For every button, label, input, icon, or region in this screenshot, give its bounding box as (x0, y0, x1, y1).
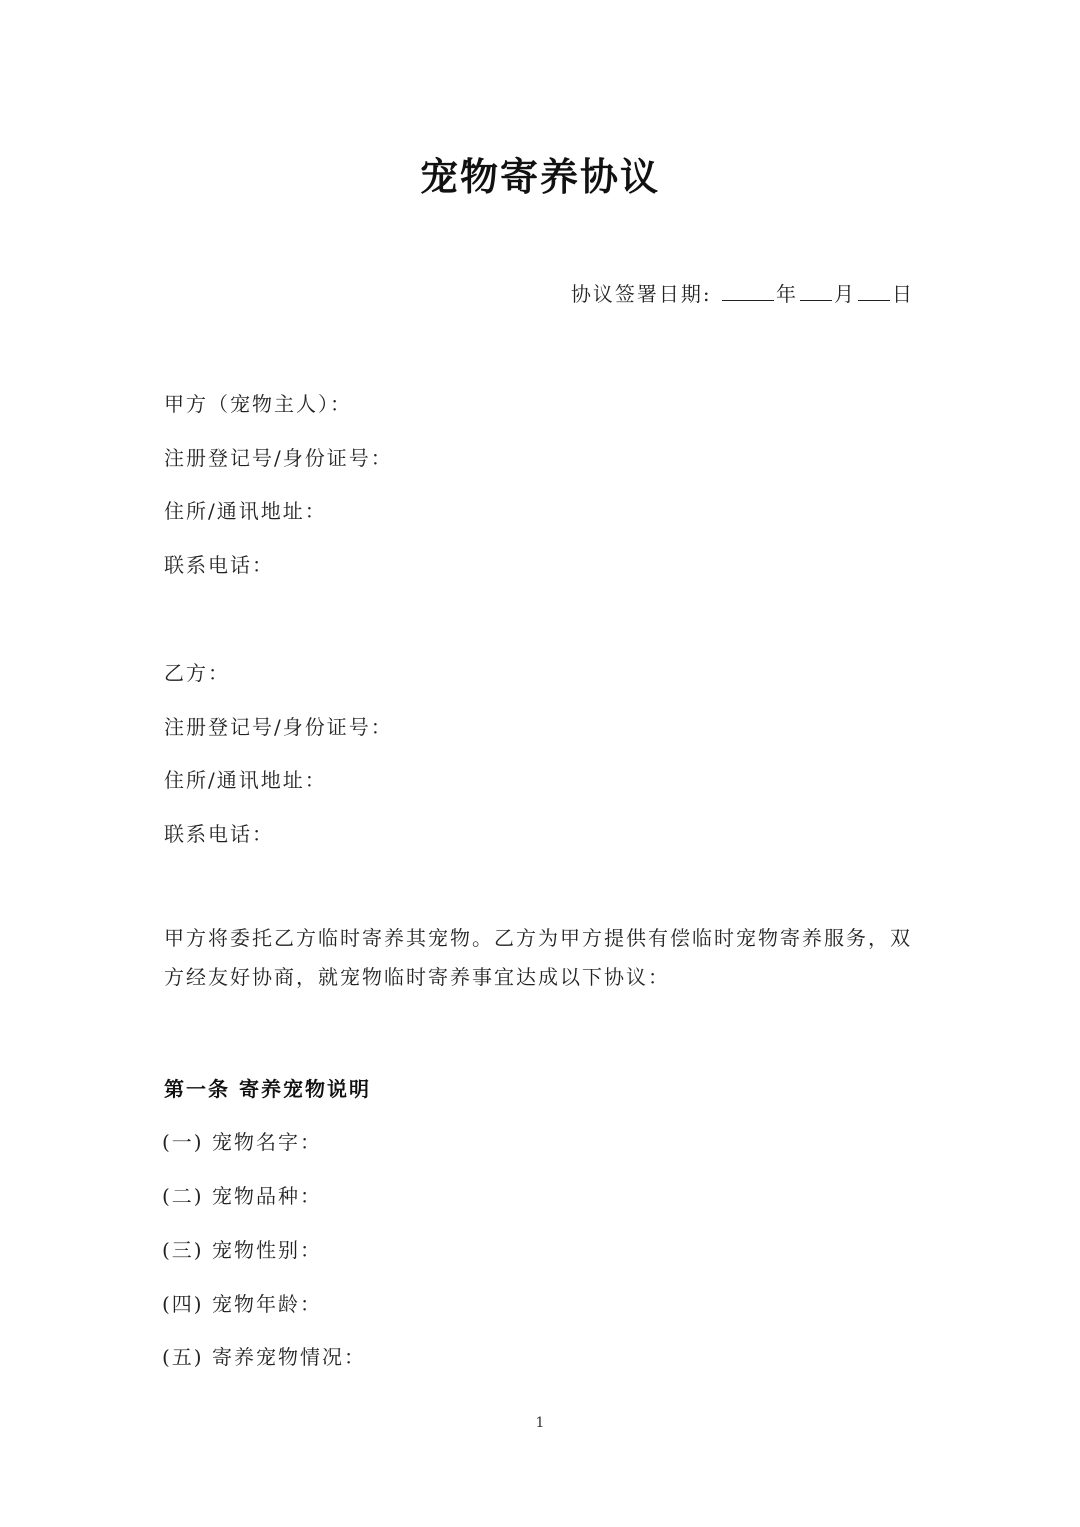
party-a-phone-label: 联系电话： (164, 553, 274, 577)
party-a-id-label: 注册登记号/身份证号： (164, 446, 393, 470)
document-title: 宠物寄养协议 (419, 155, 660, 199)
year-label: 年 (776, 282, 798, 306)
party-a-name-label: 甲方（宠物主人）： (164, 392, 352, 416)
day-blank (858, 280, 890, 301)
party-b-address-label: 住所/通讯地址： (164, 768, 327, 792)
day-label: 日 (892, 282, 914, 306)
pet-name-label: (一) 宠物名字： (162, 1130, 322, 1154)
month-label: 月 (834, 282, 856, 306)
year-blank (722, 280, 774, 301)
party-b-id-label: 注册登记号/身份证号： (164, 715, 393, 739)
intro-paragraph: 甲方将委托乙方临时寄养其宠物。乙方为甲方提供有偿临时宠物寄养服务，双方经友好协商，就宠物临时寄养事宜达成以下协议： (164, 926, 912, 989)
party-b-phone-label: 联系电话： (164, 822, 274, 846)
signing-date-label: 协议签署日期: (570, 282, 712, 306)
pet-condition-label: (五) 寄养宠物情况： (162, 1345, 366, 1369)
party-a-address-label: 住所/通讯地址： (164, 499, 327, 523)
signing-date-line (571, 278, 914, 307)
section-1-heading: 第一条 寄养宠物说明 (164, 1077, 371, 1101)
pet-gender-label: (三) 宠物性别： (162, 1238, 322, 1262)
month-blank (800, 280, 832, 301)
page-number: 1 (535, 1415, 545, 1431)
pet-age-label: (四) 宠物年龄： (162, 1292, 322, 1316)
pet-breed-label: (二) 宠物品种： (162, 1184, 322, 1208)
party-b-name-label: 乙方： (164, 661, 230, 685)
